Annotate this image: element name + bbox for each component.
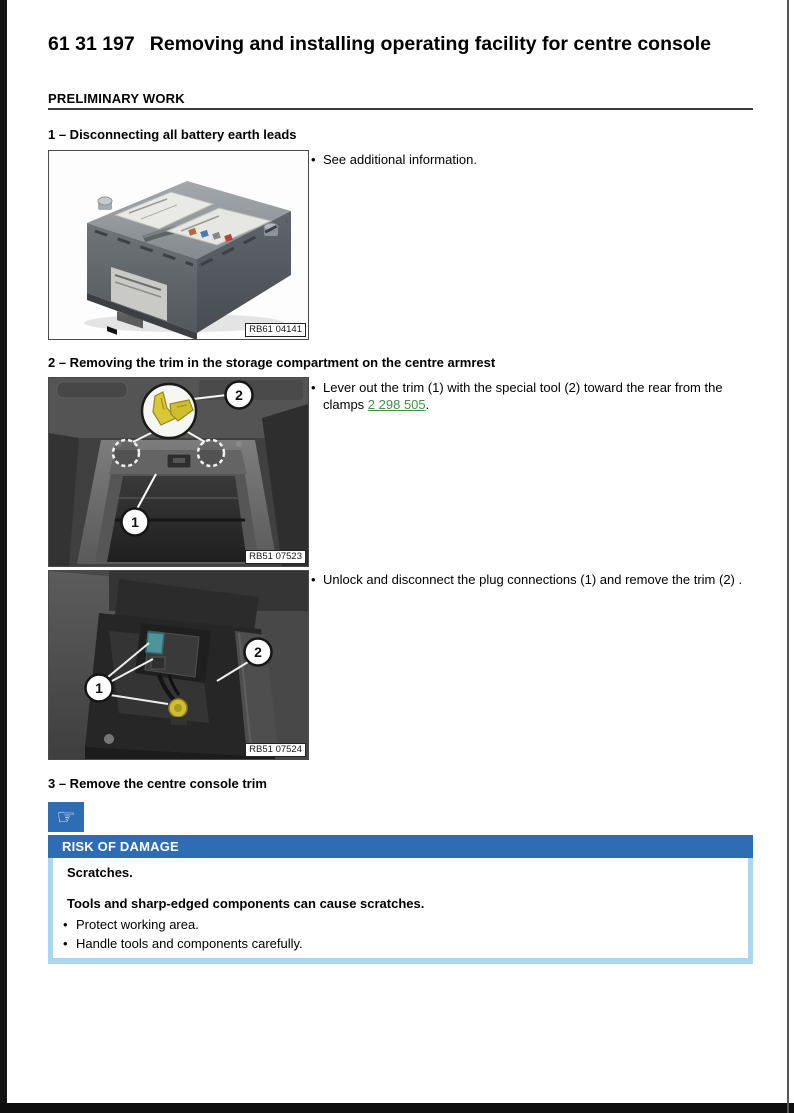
callout-2-number: 2: [254, 644, 262, 660]
step1-bullets: [311, 151, 755, 168]
callout-1-number: 1: [95, 680, 103, 696]
risk-of-damage-panel: [48, 858, 753, 964]
figure-battery: [48, 150, 309, 340]
plug-connections-photo-illustration: [49, 571, 308, 759]
storage-compartment-photo-illustration: [49, 378, 308, 566]
figure-code-label: RB61 04141: [245, 323, 306, 337]
step3-heading: 3 – Remove the centre console trim: [48, 776, 267, 791]
pointing-hand-glyph: ☞: [56, 805, 76, 829]
risk-header-label: RISK OF DAMAGE: [62, 839, 179, 854]
repair-code: 61 31 197: [48, 33, 135, 55]
special-tool-link[interactable]: 2 298 505: [367, 397, 426, 412]
page-title: [48, 33, 711, 56]
step2-bullets: [311, 379, 755, 413]
page-title-text: Removing and installing operating facility for centre console: [149, 33, 712, 55]
bullet-unlock-plugs: • Unlock and disconnect the plug connections (1) and remove the trim (2) .: [311, 571, 755, 588]
step1-heading: 1 – Disconnecting all battery earth leads: [48, 127, 297, 142]
risk-subject: Scratches.: [67, 865, 133, 880]
bullet-see-additional-info: • See additional information.: [311, 151, 755, 168]
bullet-text-suffix: .: [425, 397, 430, 412]
battery-photo-illustration: [49, 151, 308, 339]
risk-bullet-protect: • Protect working area.: [62, 915, 734, 934]
step2-bullets-2: [311, 571, 755, 588]
figure-code-label: RB51 07523: [245, 550, 306, 564]
figure-plug-connections: [48, 570, 309, 760]
figure-storage-compartment: [48, 377, 309, 567]
bullet-text-prefix: Lever out the trim (1) with the special tool (2) toward the rear from the clamps: [323, 380, 723, 412]
risk-cause: Tools and sharp-edged components can cause scratches.: [67, 896, 425, 911]
step2-heading: 2 – Removing the trim in the storage compartment on the centre armrest: [48, 355, 496, 370]
section-header: PRELIMINARY WORK: [48, 91, 185, 106]
figure-code-label: RB51 07524: [245, 743, 306, 757]
risk-of-damage-header: [48, 835, 753, 858]
section-divider: [48, 108, 753, 110]
bullet-lever-out-trim: [311, 379, 755, 413]
pointing-hand-icon: [48, 802, 84, 832]
page-edge-bottom: [0, 1103, 794, 1113]
page-edge-right: [787, 0, 789, 1113]
callout-1-number: 1: [131, 514, 139, 530]
page-edge-left: [0, 0, 7, 1113]
risk-bullet-handle: • Handle tools and components carefully.: [62, 934, 734, 953]
callout-2-number: 2: [235, 387, 243, 403]
